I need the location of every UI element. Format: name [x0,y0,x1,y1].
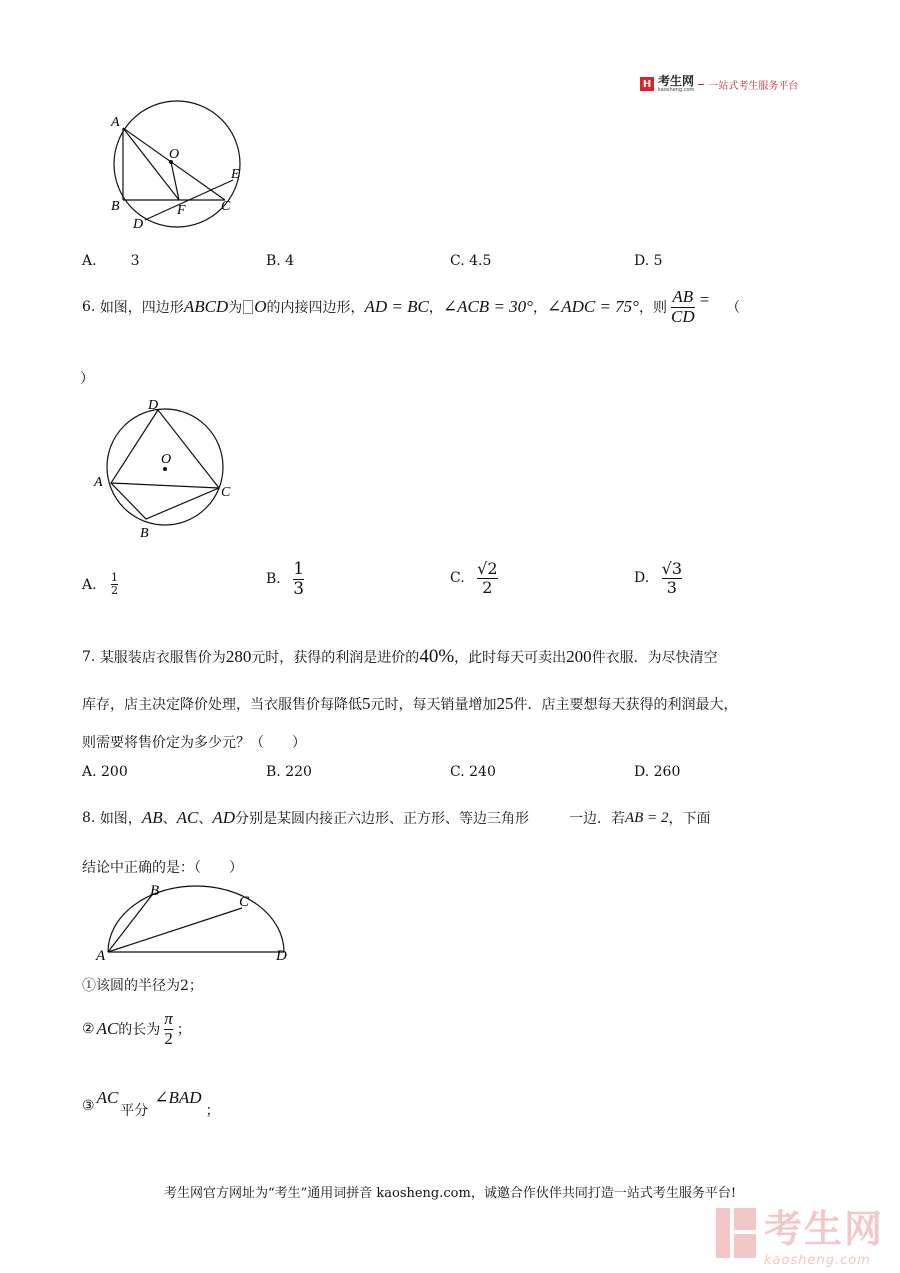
logo-name: 考生网 [658,74,695,88]
logo-icon: H [640,77,654,91]
q8-statement-2: ② AC 的长为 $\frac{\pi}{2}$ ； [82,1009,191,1048]
circle-symbol-placeholder [243,300,253,314]
watermark-logo-icon [712,1204,760,1262]
q5-choice-a[interactable]: A. 3 [82,253,140,269]
q6-figure [92,396,242,544]
q6-stem: 6. 如图，四边形 ABCD 为 O 的内接四边形， AD = BC ， ∠ACB = 30° ， ∠ADC = 75° ，则 $\frac{AB}{CD}$ = （ [82,287,741,326]
q7-line-3: 则需要将售价定为多少元？（ ） [82,735,306,751]
q6-diagonal-ac [111,483,219,488]
footer-watermark [712,1198,884,1268]
q6-label-d: D [148,398,159,413]
q5-label-a: A [111,115,120,130]
q6-label-a: A [94,475,103,490]
q6-choice-c[interactable]: C. $\frac{√2}{2}$ [450,559,498,597]
q5-label-b: B [111,199,120,214]
q7-line-1: 7. 某服装店衣服售价为 280 元时，获得的利润是进价的 40% ，此时每天可卖出 200 件衣服．为尽快清空 [82,646,718,667]
q5-choice-d[interactable]: D. 5 [634,253,663,269]
q5-line-af [123,128,179,200]
q6-ratio: $\frac{AB}{CD}$ [670,287,695,326]
q8-label-c: C [239,894,250,910]
q8-chord-ab [108,895,152,952]
q6-choice-a[interactable]: A. $\frac{1}{2}$ [82,571,119,598]
logo-slogan: 一站式考生服务平台 [708,80,799,92]
q5-line-ac [123,128,225,200]
q8-line-1: 8. 如图， AB 、 AC 、 AD 分别是某圆内接正六边形、正方形、等边三角形 一边．若 AB = 2 ，下面 [82,808,711,827]
q5-choice-c[interactable]: C. 4.5 [450,253,492,269]
q8-semicircle [108,886,284,952]
q5-label-c: C [221,199,231,214]
q5-label-e: E [231,167,240,182]
q7-choice-c[interactable]: C. 240 [450,764,496,780]
q8-chord-ac [108,908,242,952]
q5-label-d: D [133,217,144,232]
footer-text: 考生网官方网址为“考生”通用词拼音 kaosheng.com，诚邀合作伙伴共同打造一站式考生服务平台! [163,1186,737,1201]
logo-domain: kaosheng.com [658,87,695,93]
q8-label-d: D [276,948,287,964]
q7-choice-b[interactable]: B. 220 [266,764,312,780]
q7-choice-d[interactable]: D. 260 [634,764,681,780]
q5-label-f: F [177,203,186,218]
q5-choice-b[interactable]: B. 4 [266,253,295,269]
q7-choice-a[interactable]: A. 200 [82,764,128,780]
q6-label-o: O [161,452,172,467]
q8-pi-over-2: $\frac{\pi}{2}$ [164,1009,173,1048]
q6-choice-d[interactable]: D. $\frac{√3}{3}$ [634,559,683,597]
watermark-domain: kaosheng.com [764,1253,871,1268]
q6-label-b: B [140,526,149,541]
q6-choice-b[interactable]: B. $\frac{1}{3}$ [266,559,305,599]
q8-statement-1: ①该圆的半径为2； [82,978,203,994]
q8-label-b: B [150,883,160,899]
header-logo [640,75,798,93]
q5-label-o: O [169,147,180,162]
watermark-name: 考生网 [764,1207,885,1251]
q8-label-a: A [96,948,106,964]
q6-center-dot [163,467,167,471]
q8-line-2: 结论中正确的是：（ ） [82,860,243,876]
q5-figure [105,100,255,235]
q6-label-c: C [221,485,231,500]
q8-figure [92,880,302,965]
q7-line-2: 库存，店主决定降价处理，当衣服售价每降低 5 元时，每天销量增加 25 件．店主要想每天获得的利润最大， [82,694,738,713]
q8-statement-3: ③ AC 平分 ∠BAD ； [82,1088,220,1119]
q6-close-paren: ） [80,371,94,387]
